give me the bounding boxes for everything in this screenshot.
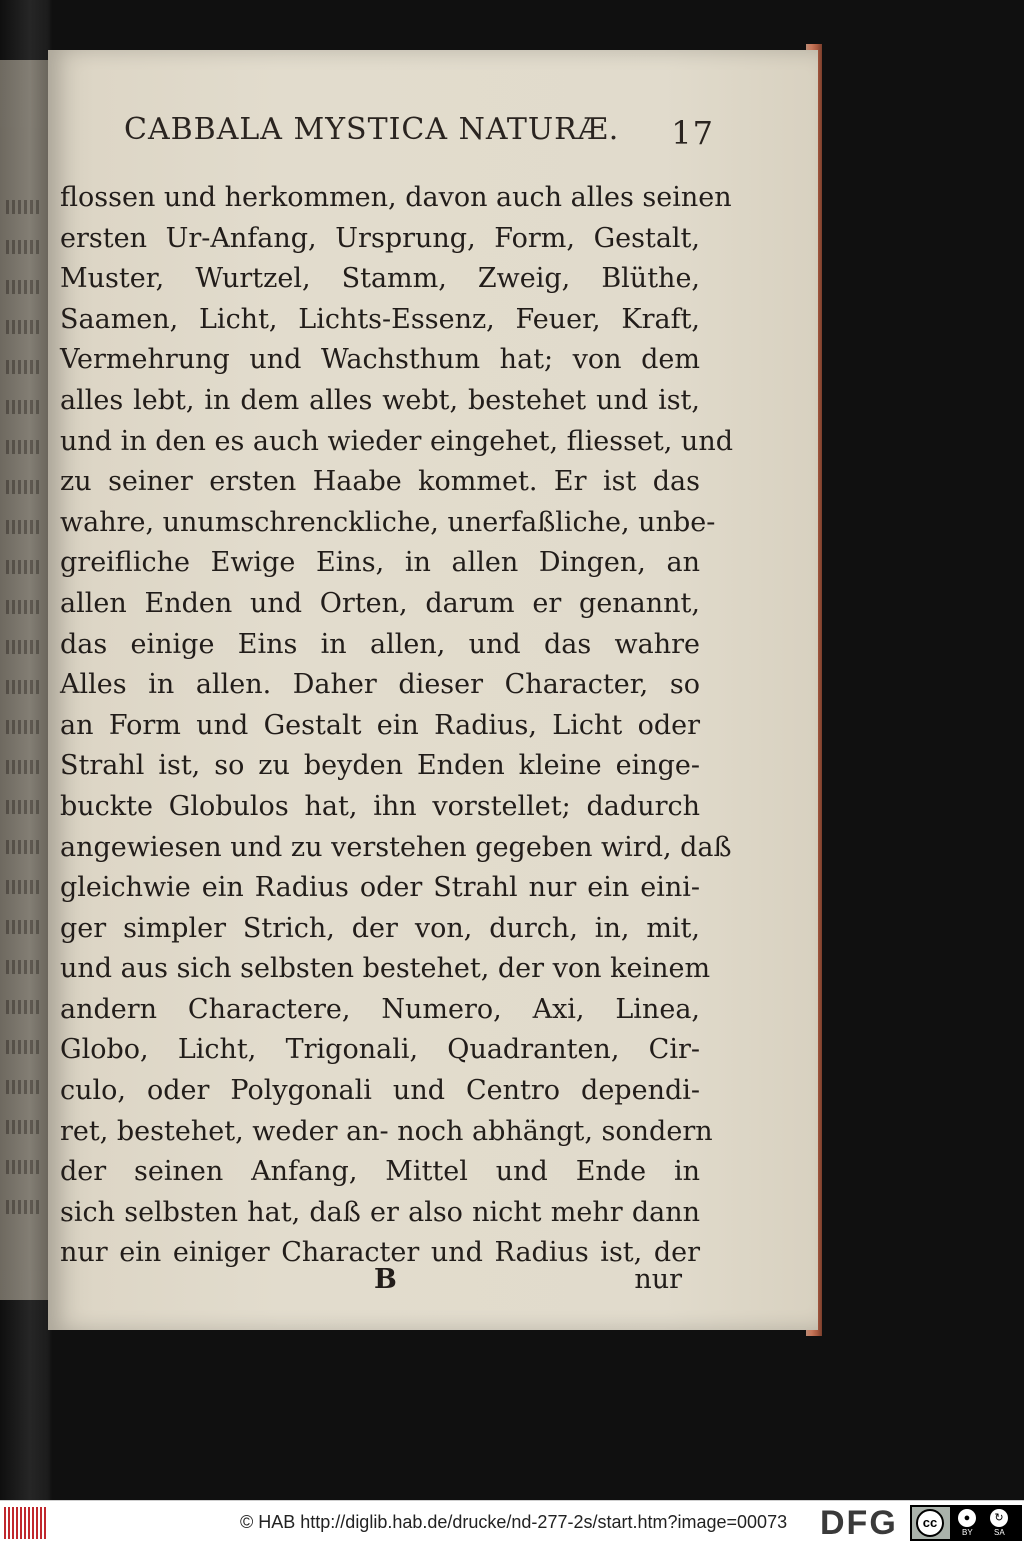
body-text (60, 178, 733, 1274)
copyright-link[interactable]: © HAB http://diglib.hab.de/drucke/nd-277-2s/start.htm?image=00073 (240, 1512, 788, 1532)
previous-page-edge (0, 60, 50, 1300)
bleed-text (6, 480, 42, 494)
page-number: 17 (671, 114, 714, 152)
text-line: andern Charactere, Numero, Axi, Linea, (60, 993, 700, 1025)
bleed-text (6, 1160, 42, 1174)
bleed-text (6, 1080, 42, 1094)
bleed-text (6, 1120, 42, 1134)
bleed-text (6, 680, 42, 694)
text-line: greifliche Ewige Eins, in allen Dingen, an (60, 547, 700, 579)
text-line: sich selbsten hat, daß er also nicht mehr dann (60, 1196, 700, 1228)
bleed-text (6, 1000, 42, 1014)
text-line: ger simpler Strich, der von, durch, in, mit, (60, 912, 700, 944)
bleed-text (6, 400, 42, 414)
hab-logo-icon (4, 1507, 48, 1539)
bleed-text (6, 520, 42, 534)
text-line: buckte Globulos hat, ihn vorstellet; dadurch (60, 790, 700, 822)
bleed-text (6, 720, 42, 734)
bleed-text (6, 880, 42, 894)
text-line: das einige Eins in allen, und das wahre (60, 628, 700, 660)
bleed-text (6, 320, 42, 334)
text-line: an Form und Gestalt ein Radius, Licht oder (60, 709, 700, 741)
sa-label: SA (994, 1528, 1005, 1537)
bleed-text (6, 760, 42, 774)
text-line: Strahl ist, so zu beyden Enden kleine einge- (60, 750, 700, 782)
text-line: Alles in allen. Daher dieser Character, so (60, 669, 700, 701)
bleed-text (6, 280, 42, 294)
text-line: gleichwie ein Radius oder Strahl nur ein eini- (60, 872, 700, 904)
bleed-text (6, 440, 42, 454)
text-line: und aus sich selbsten bestehet, der von keinem (60, 953, 711, 985)
text-line: Muster, Wurtzel, Stamm, Zweig, Blüthe, (60, 263, 700, 295)
bleed-text (6, 200, 42, 214)
dfg-logo: DFG (820, 1504, 898, 1542)
text-line: Globo, Licht, Trigonali, Quadranten, Cir- (60, 1034, 700, 1066)
footer-banner (0, 1500, 1024, 1545)
bleed-text (6, 640, 42, 654)
text-line: nur ein einiger Character und Radius ist, der (60, 1237, 700, 1269)
bleed-text (6, 960, 42, 974)
text-line: wahre, unumschrenckliche, unerfaßliche, unbe- (60, 506, 716, 538)
catchword: nur (634, 1264, 682, 1295)
text-line: allen Enden und Orten, darum er genannt, (60, 587, 700, 619)
text-line: der seinen Anfang, Mittel und Ende in (60, 1156, 700, 1188)
bleed-text (6, 560, 42, 574)
bleed-text (6, 920, 42, 934)
by-attribution-icon: ● (958, 1509, 976, 1527)
text-line: angewiesen und zu verstehen gegeben wird, daß (60, 831, 732, 863)
book-page (48, 50, 818, 1330)
bleed-text (6, 1040, 42, 1054)
text-line: und in den es auch wieder eingehet, fliesset, und (60, 425, 733, 457)
text-line: alles lebt, in dem alles webt, bestehet und ist, (60, 384, 700, 416)
text-line: zu seiner ersten Haabe kommet. Er ist das (60, 466, 700, 498)
bleed-text (6, 800, 42, 814)
cc-icon: cc (916, 1509, 944, 1537)
signature-mark: B (374, 1264, 397, 1295)
running-title: CABBALA MYSTICA NATURÆ. (124, 112, 620, 147)
cc-license-badge[interactable] (910, 1505, 1022, 1541)
text-line: flossen und herkommen, davon auch alles seinen (60, 182, 732, 213)
bleed-text (6, 240, 42, 254)
bleed-text (6, 1200, 42, 1214)
bleed-text (6, 360, 42, 374)
text-line: Saamen, Licht, Lichts-Essenz, Feuer, Kraft, (60, 303, 700, 335)
by-label: BY (962, 1528, 973, 1537)
bleed-text (6, 600, 42, 614)
text-line: Vermehrung und Wachsthum hat; von dem (60, 344, 700, 376)
text-line: ret, bestehet, weder an- noch abhängt, sondern (60, 1115, 713, 1147)
text-line: ersten Ur-Anfang, Ursprung, Form, Gestalt, (60, 222, 700, 254)
bleed-text (6, 840, 42, 854)
share-alike-icon: ↻ (990, 1509, 1008, 1527)
text-line: culo, oder Polygonali und Centro dependi- (60, 1075, 700, 1107)
